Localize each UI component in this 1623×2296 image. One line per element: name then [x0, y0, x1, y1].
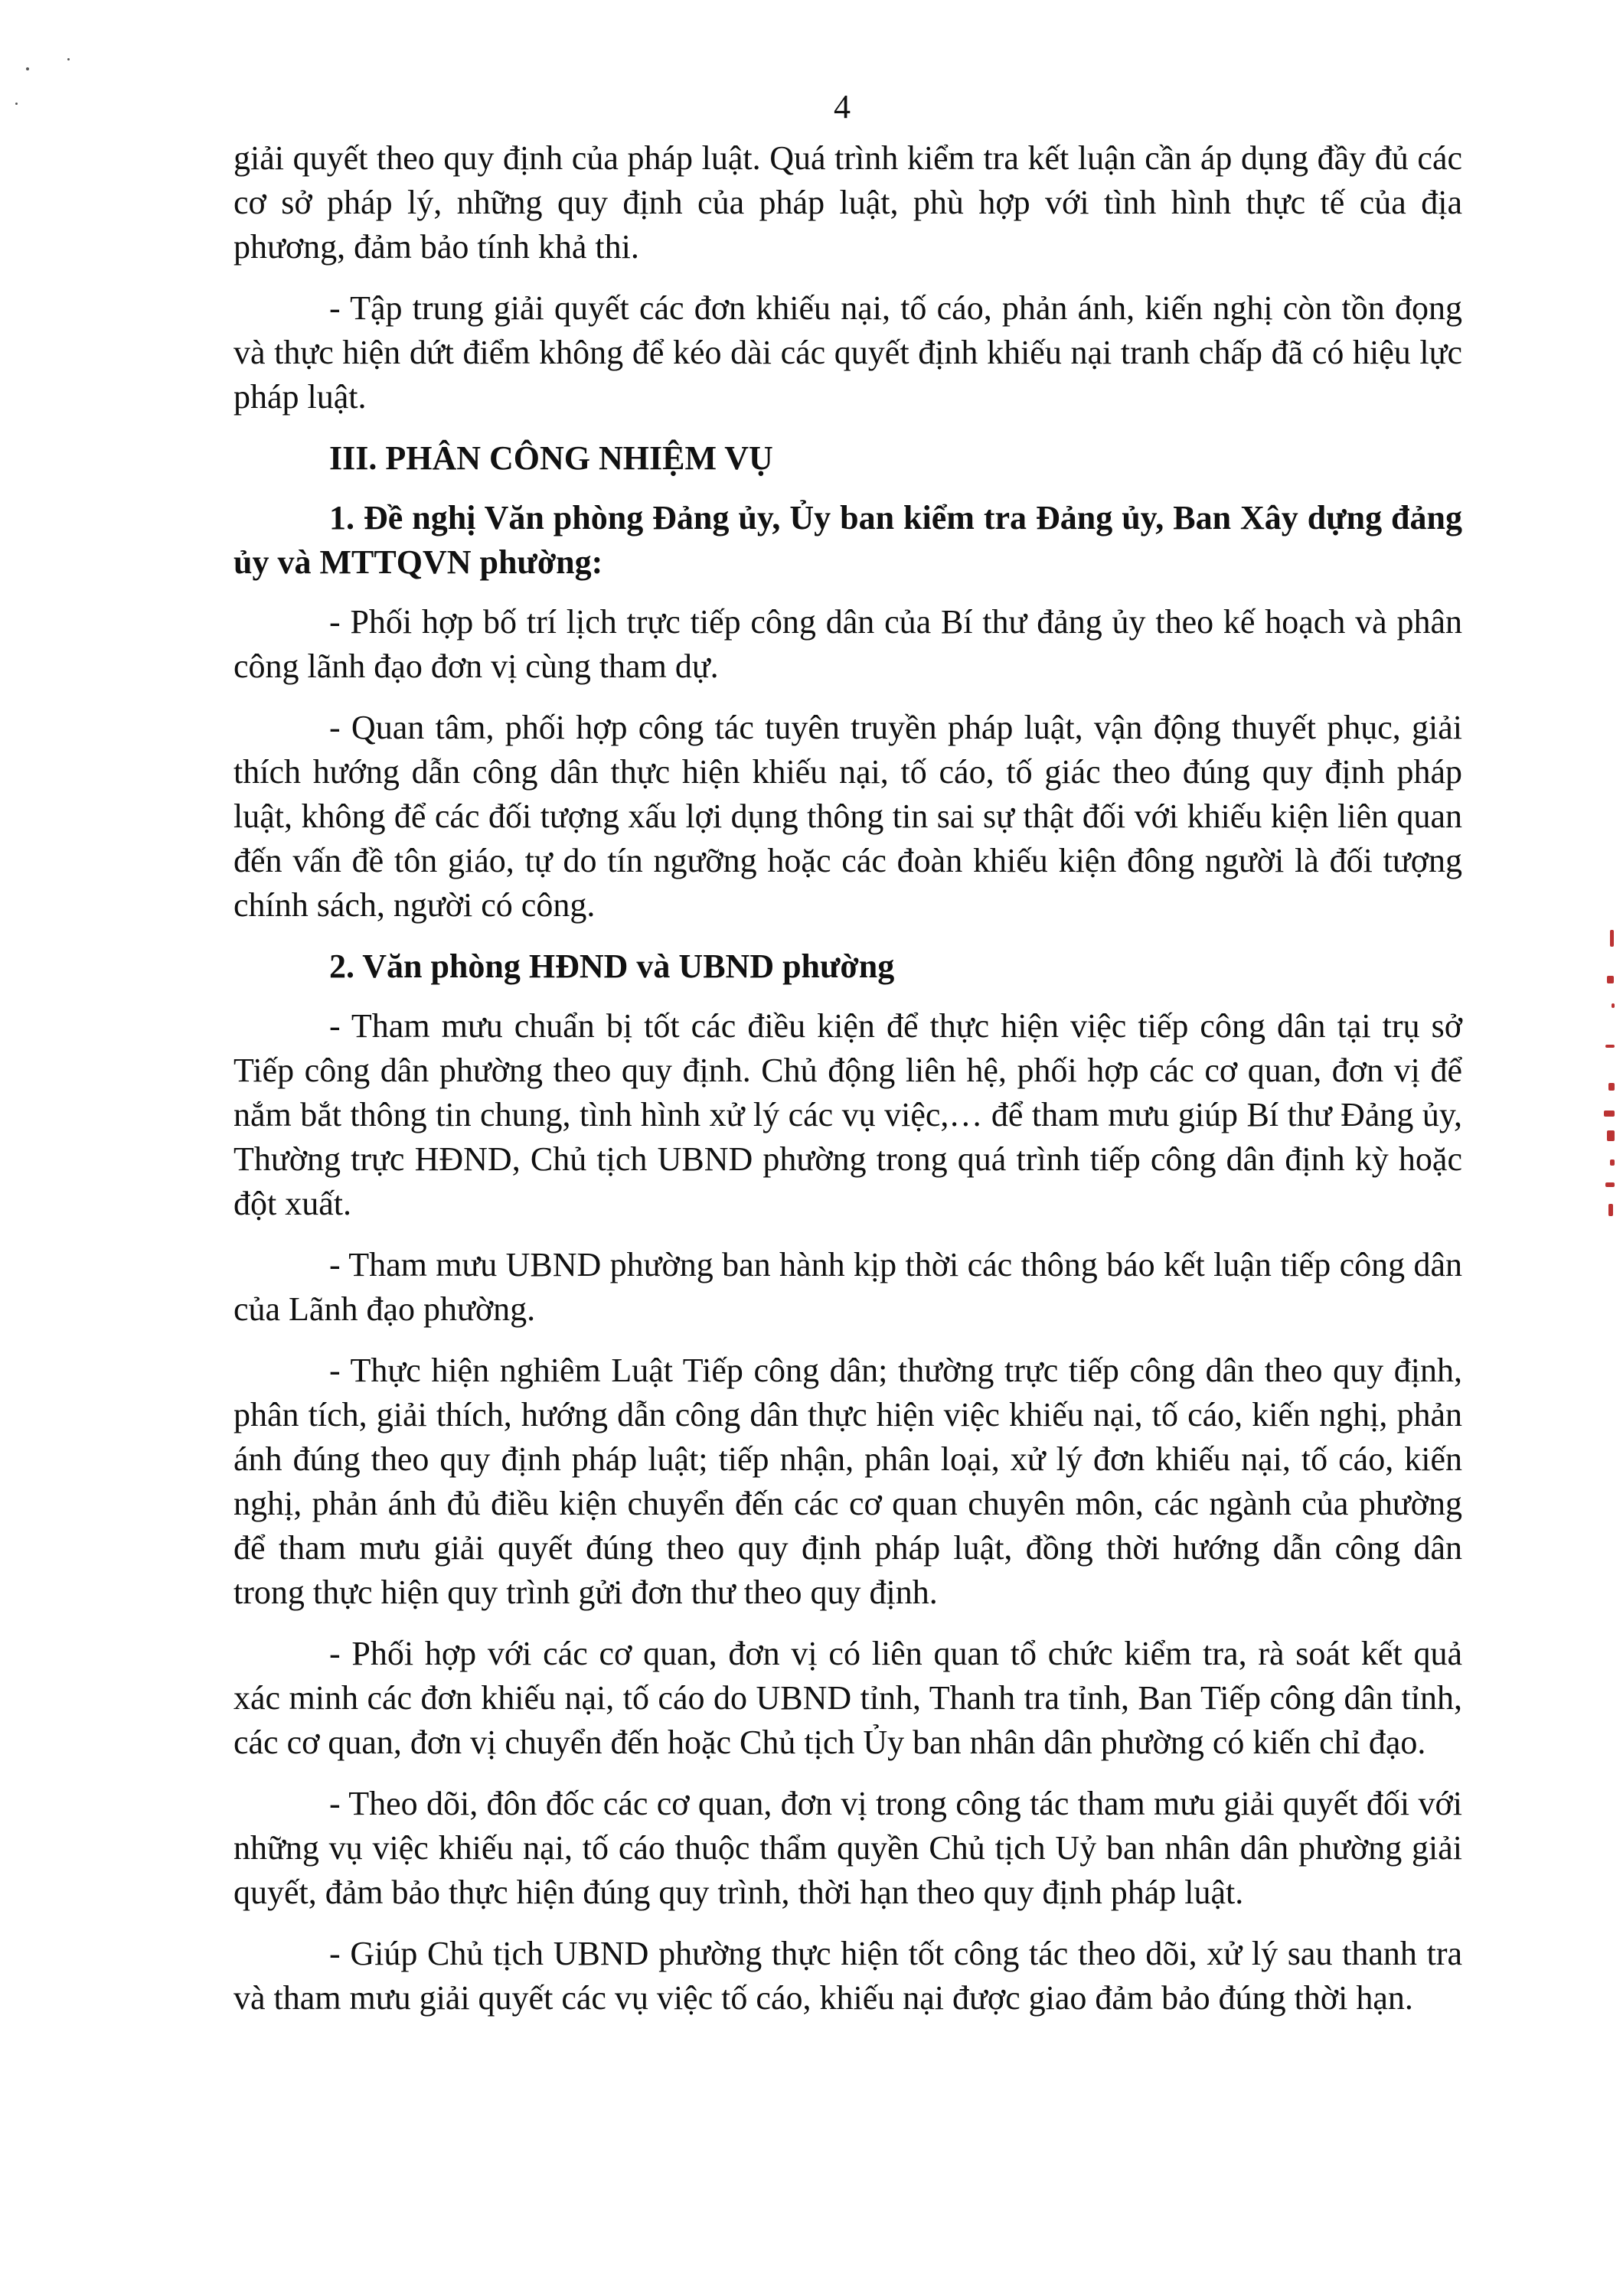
paragraph: - Phối hợp bố trí lịch trực tiếp công dân của Bí thư đảng ủy theo kế hoạch và phân công lãnh đạo đơn vị cùng tham dự.: [233, 603, 1462, 685]
page-number: 4: [834, 88, 851, 126]
section-heading: III. PHÂN CÔNG NHIỆM VỤ: [329, 439, 773, 477]
paragraph: - Quan tâm, phối hợp công tác tuyên truyền pháp luật, vận động thuyết phục, giải thích hướng dẫn công dân thực hiện khiếu nại, tố cáo, tố giác theo đúng quy định pháp luật, không để các đối tượng xấu lợi dụng thông tin sai sự thật đối với khiếu kiện liên quan đến vấn đề tôn giáo, tự do tín ngưỡng hoặc các đoàn khiếu kiện đông người là đối tượng chính sách, người có công.: [233, 709, 1462, 924]
scan-speck: [26, 67, 29, 70]
scan-edge-artifact: [1604, 930, 1619, 1221]
scan-speck: [67, 58, 70, 60]
paragraph: - Tập trung giải quyết các đơn khiếu nại, tố cáo, phản ánh, kiến nghị còn tồn đọng và thực hiện dứt điểm không để kéo dài các quyết định khiếu nại tranh chấp đã có hiệu lực pháp luật.: [233, 289, 1462, 416]
paragraph: giải quyết theo quy định của pháp luật. Quá trình kiểm tra kết luận cần áp dụng đầy đủ các cơ sở pháp lý, những quy định của pháp luật, phù hợp với tình hình thực tế của địa phương, đảm bảo tính khả thi.: [233, 139, 1462, 266]
paragraph: - Giúp Chủ tịch UBND phường thực hiện tốt công tác theo dõi, xử lý sau thanh tra và tham mưu giải quyết các vụ việc tố cáo, khiếu nại được giao đảm bảo đúng thời hạn.: [233, 1935, 1462, 2017]
paragraph: - Thực hiện nghiêm Luật Tiếp công dân; thường trực tiếp công dân theo quy định, phân tích, giải thích, hướng dẫn công dân thực hiện việc khiếu nại, tố cáo, kiến nghị, phản ánh đúng theo quy định pháp luật; tiếp nhận, phân loại, xử lý đơn khiếu nại, tố cáo, kiến nghị, phản ánh đủ điều kiện chuyển đến các cơ quan chuyên môn, các ngành của phường để tham mưu giải quyết đúng theo quy định pháp luật, đồng thời hướng dẫn công dân trong thực hiện quy trình gửi đơn thư theo quy định.: [233, 1352, 1462, 1611]
paragraph: - Tham mưu UBND phường ban hành kịp thời các thông báo kết luận tiếp công dân của Lãnh đạo phường.: [233, 1246, 1462, 1328]
subsection-heading: 1. Đề nghị Văn phòng Đảng ủy, Ủy ban kiểm tra Đảng ủy, Ban Xây dựng đảng ủy và MTTQVN phường:: [233, 499, 1462, 581]
document-body: [233, 136, 1462, 2037]
paragraph: - Tham mưu chuẩn bị tốt các điều kiện để thực hiện việc tiếp công dân tại trụ sở Tiếp công dân phường theo quy định. Chủ động liên hệ, phối hợp các cơ quan, đơn vị để nắm bắt thông tin chung, tình hình xử lý các vụ việc,… để tham mưu giúp Bí thư Đảng ủy, Thường trực HĐND, Chủ tịch UBND phường trong quá trình tiếp công dân định kỳ hoặc đột xuất.: [233, 1007, 1462, 1222]
paragraph: - Theo dõi, đôn đốc các cơ quan, đơn vị trong công tác tham mưu giải quyết đối với những vụ việc khiếu nại, tố cáo thuộc thẩm quyền Chủ tịch Uỷ ban nhân dân phường giải quyết, đảm bảo thực hiện đúng quy trình, thời hạn theo quy định pháp luật.: [233, 1785, 1462, 1911]
subsection-heading: 2. Văn phòng HĐND và UBND phường: [329, 947, 895, 985]
paragraph: - Phối hợp với các cơ quan, đơn vị có liên quan tổ chức kiểm tra, rà soát kết quả xác minh các đơn khiếu nại, tố cáo do UBND tỉnh, Thanh tra tỉnh, Ban Tiếp công dân tỉnh, các cơ quan, đơn vị chuyển đến hoặc Chủ tịch Ủy ban nhân dân phường có kiến chỉ đạo.: [233, 1635, 1462, 1761]
